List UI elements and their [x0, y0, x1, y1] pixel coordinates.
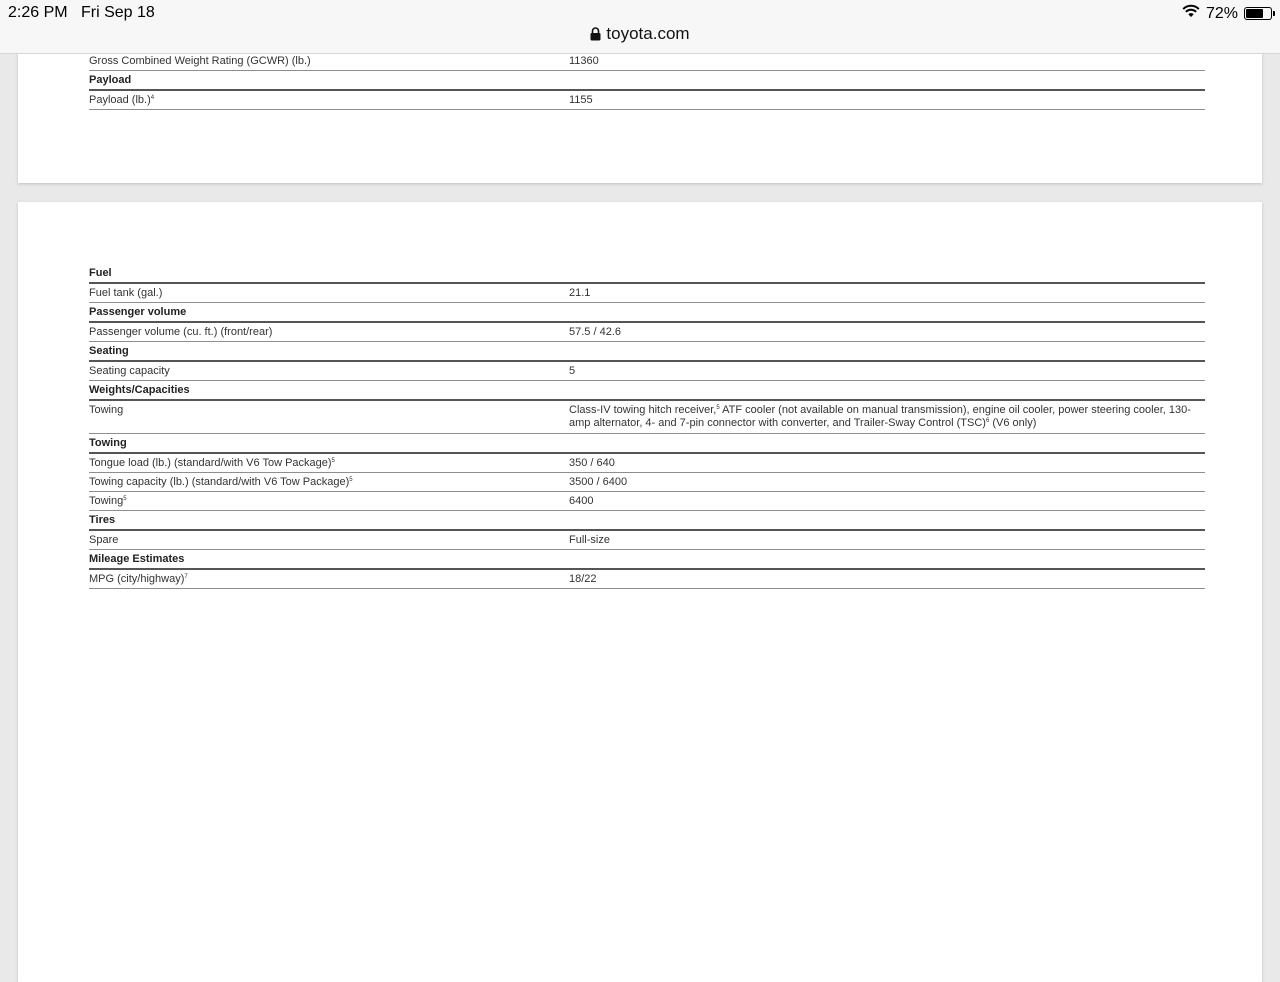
battery-percent: 72%: [1205, 4, 1238, 22]
section-title: Tires: [89, 514, 116, 526]
section-title: Seating: [89, 345, 129, 357]
spec-row-fuel-tank: [89, 284, 1205, 303]
footnote-marker: 5: [331, 458, 335, 464]
spec-page-1: [18, 40, 1262, 183]
battery-icon: [1244, 7, 1272, 20]
footnote-marker: 5: [123, 496, 127, 502]
footnote-marker: 4: [150, 95, 155, 101]
section-header-fuel: [89, 264, 1205, 284]
spec-table-2: [89, 264, 1205, 589]
spec-label: Payload $(lb.)^4$: [89, 94, 155, 106]
status-bar: [0, 0, 1280, 54]
section-title: Towing: [89, 437, 127, 449]
spec-value: Class-IV towing hitch receiver,$^5$ ATF cooler (not available on manual transmission), engine oil cooler, power steering cooler, 130-amp alternator, 4- and 7-pin connector with converter, and Trailer-Sway Control (TSC)$^6$ (V6 only): [569, 404, 1191, 429]
spec-label: MPG (city/highway)$^7$: [89, 573, 188, 585]
wifi-icon: [1182, 4, 1200, 23]
address-bar[interactable]: [0, 24, 1280, 46]
section-title: Payload: [89, 74, 132, 86]
spec-value: 5: [569, 365, 576, 377]
section-header-seating: [89, 342, 1205, 362]
spec-row-spare: [89, 531, 1205, 550]
spec-label: Towing capacity (lb.) (standard/with V6 Tow Package)$^5$: [89, 476, 353, 488]
section-header-weights-capacities: [89, 381, 1205, 401]
spec-label: Gross Combined Weight Rating (GCWR) (lb.): [89, 55, 311, 67]
spec-page-2: [18, 202, 1262, 982]
spec-row-mpg: [89, 570, 1205, 589]
status-date: Fri Sep 18: [81, 4, 155, 21]
url-text[interactable]: toyota.com: [606, 24, 690, 43]
spec-value: 18/22: [569, 573, 597, 585]
spec-row-towing-capacity: [89, 473, 1205, 492]
spec-label: Spare: [89, 534, 119, 546]
spec-row-tongue-load: [89, 454, 1205, 473]
spec-value: 21.1: [569, 287, 591, 299]
spec-value: Full-size: [569, 534, 610, 546]
spec-row-seating-capacity: [89, 362, 1205, 381]
spec-value: 6400: [569, 495, 594, 507]
section-header-tires: [89, 511, 1205, 531]
section-header-payload: [89, 71, 1205, 91]
footnote-marker: 5: [716, 405, 720, 411]
lock-icon: [590, 26, 601, 46]
spec-row-payload: [89, 91, 1205, 110]
status-indicators: [1182, 4, 1272, 23]
spec-label: Tongue load (lb.) (standard/with V6 Tow Package)$^5$: [89, 457, 335, 469]
section-header-mileage: [89, 550, 1205, 570]
status-time: 2:26 PM: [8, 4, 68, 21]
spec-row-gcwr: [89, 52, 1205, 71]
section-header-towing: [89, 434, 1205, 454]
spec-label: Fuel tank (gal.): [89, 287, 163, 299]
spec-value: 57.5 / 42.6: [569, 326, 621, 338]
spec-label: Passenger volume (cu. ft.) (front/rear): [89, 326, 273, 338]
spec-value: 11360: [569, 55, 599, 67]
spec-row-towing-equipment: [89, 401, 1205, 434]
footnote-marker: 6: [985, 418, 990, 424]
spec-row-towing: [89, 492, 1205, 511]
section-title: Mileage Estimates: [89, 553, 185, 565]
section-title: Weights/Capacities: [89, 384, 190, 396]
spec-label: Towing$^5$: [89, 495, 127, 507]
footnote-marker: 7: [184, 574, 188, 580]
spec-label: Towing: [89, 404, 124, 416]
spec-value: 350 / 640: [569, 457, 615, 469]
section-title: Fuel: [89, 267, 112, 279]
section-header-passenger-volume: [89, 303, 1205, 323]
spec-label: Seating capacity: [89, 365, 170, 377]
spec-row-passenger-volume: [89, 323, 1205, 342]
section-title: Passenger volume: [89, 306, 187, 318]
spec-value: 3500 / 6400: [569, 476, 628, 488]
footnote-marker: 5: [349, 477, 353, 483]
spec-value: 1155: [569, 94, 593, 106]
